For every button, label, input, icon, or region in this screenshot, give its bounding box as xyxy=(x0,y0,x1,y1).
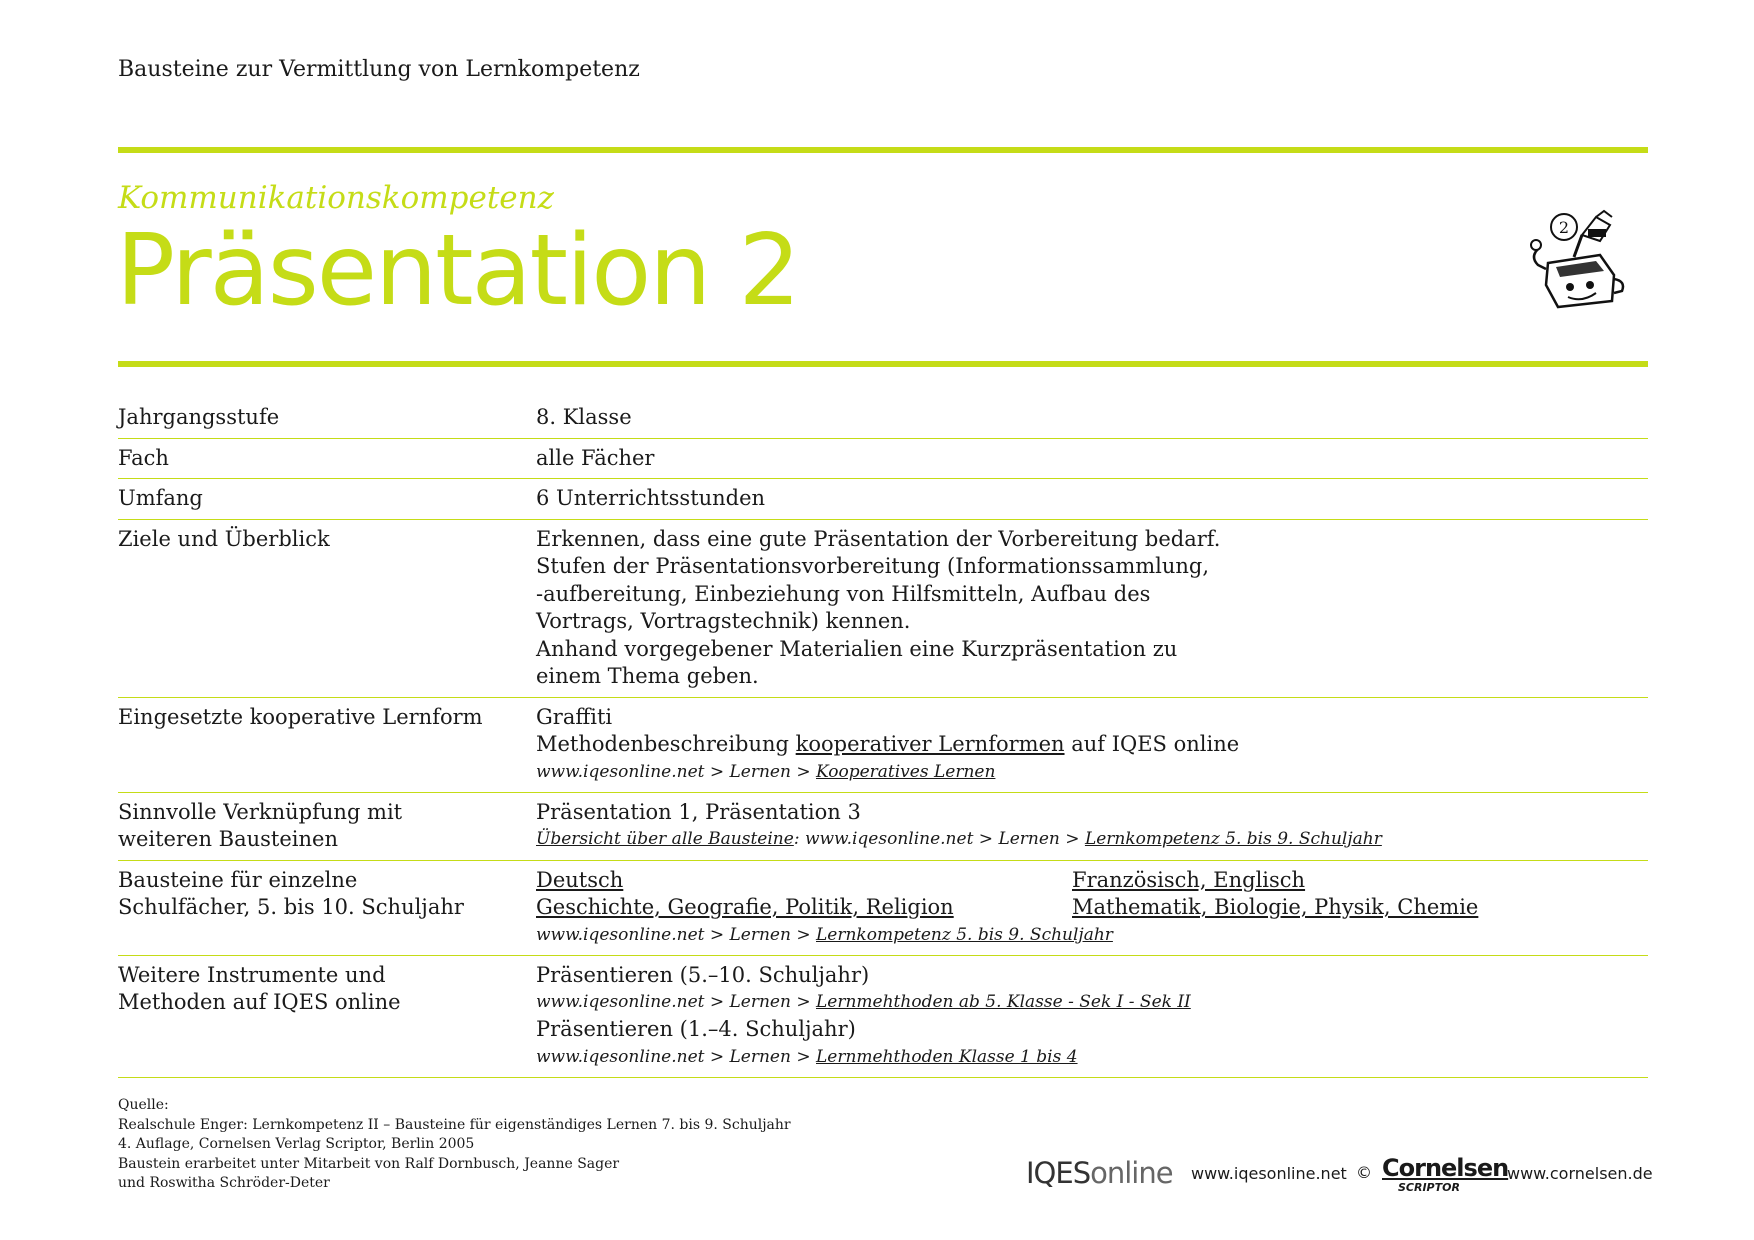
section-kicker: Kommunikationskompetenz xyxy=(118,180,554,216)
source-line: 4. Auflage, Cornelsen Verlag Scriptor, Berlin 2005 xyxy=(118,1136,475,1152)
verknuepfung-content xyxy=(536,799,1648,854)
table-row xyxy=(118,520,1648,698)
label-line: Methoden auf IQES online xyxy=(118,990,401,1014)
source-line: Quelle: xyxy=(118,1097,169,1113)
row-label xyxy=(118,867,536,949)
nav-path xyxy=(536,759,1648,786)
lernmethoden-sek-link[interactable]: Lernmehthoden ab 5. Klasse - Sek I - Sek II xyxy=(816,992,1191,1012)
source-line: und Roswitha Schröder-Deter xyxy=(118,1175,330,1191)
series-title: Bausteine zur Vermittlung von Lernkompetenz xyxy=(118,57,640,82)
path-text: : www.iqesonline.net > Lernen > xyxy=(793,829,1085,849)
schulfaecher-content xyxy=(536,867,1648,949)
page-title: Präsentation 2 xyxy=(116,214,799,328)
uebersicht-bausteine-link[interactable]: Übersicht über alle Bausteine xyxy=(536,829,794,849)
label-line: Schulfächer, 5. bis 10. Schuljahr xyxy=(118,895,464,919)
nav-path xyxy=(536,1044,1648,1071)
subject-col xyxy=(536,894,1072,922)
goals-text xyxy=(536,526,1648,691)
overhead-projector-mascot-icon xyxy=(1530,205,1630,315)
cornelsen-url[interactable]: www.cornelsen.de xyxy=(1507,1164,1653,1183)
source-line: Realschule Enger: Lernkompetenz II – Bausteine für eigenständiges Lernen 7. bis 9. Schuljahr xyxy=(118,1116,791,1133)
deutsch-link[interactable]: Deutsch xyxy=(536,867,624,892)
subject-col xyxy=(1072,867,1608,895)
source-note xyxy=(118,1096,791,1194)
copyright-icon: © xyxy=(1356,1163,1372,1182)
iqes-online-logo xyxy=(1026,1156,1173,1190)
row-label: Umfang xyxy=(118,486,203,510)
lernkompetenz-link[interactable]: Lernkompetenz 5. bis 9. Schuljahr xyxy=(1084,829,1382,849)
path-text: www.iqesonline.net > Lernen > xyxy=(536,924,816,945)
info-table xyxy=(118,398,1648,1078)
nav-path xyxy=(536,922,1648,949)
row-label: Fach xyxy=(118,445,169,470)
label-line: Sinnvolle Verknüpfung mit xyxy=(118,799,403,824)
row-label: Ziele und Überblick xyxy=(118,526,330,551)
label-line: Weitere Instrumente und xyxy=(118,962,386,987)
table-row xyxy=(118,479,1648,520)
path-text: www.iqesonline.net > Lernen > xyxy=(536,992,816,1012)
mathematik-link[interactable]: Mathematik, Biologie, Physik, Chemie xyxy=(1072,895,1479,919)
mascot-number: 2 xyxy=(1558,218,1570,237)
iqes-url[interactable]: www.iqesonline.net xyxy=(1191,1164,1347,1183)
text: Methodenbeschreibung xyxy=(536,732,796,756)
subject-links-row xyxy=(536,867,1648,895)
table-row xyxy=(118,956,1648,1078)
geschichte-link[interactable]: Geschichte, Geografie, Politik, Religion xyxy=(536,895,954,919)
table-row xyxy=(118,793,1648,861)
table-row xyxy=(118,861,1648,956)
logo-text: online xyxy=(1090,1156,1173,1190)
path-text: www.iqesonline.net > Lernen > xyxy=(536,761,816,782)
logo-text: IQES xyxy=(1026,1156,1091,1190)
lernform-content xyxy=(536,704,1648,786)
kooperatives-lernen-link[interactable]: Kooperatives Lernen xyxy=(816,761,996,782)
goal-line: -aufbereitung, Einbeziehung von Hilfsmitteln, Aufbau des xyxy=(536,581,1151,606)
subject-col xyxy=(536,867,1072,895)
table-row xyxy=(118,698,1648,793)
table-row xyxy=(118,398,1648,439)
lernform-description xyxy=(536,731,1648,759)
row-label: Eingesetzte kooperative Lernform xyxy=(118,704,483,729)
subject-links-row xyxy=(536,894,1648,922)
goal-line: Stufen der Präsentationsvorbereitung (Informationssammlung, xyxy=(536,554,1210,578)
row-label xyxy=(118,962,536,1071)
row-value: 6 Unterrichtsstunden xyxy=(536,486,766,510)
goal-line: Erkennen, dass eine gute Präsentation der Vorbereitung bedarf. xyxy=(536,526,1221,551)
label-line: Bausteine für einzelne xyxy=(118,867,358,892)
goal-line: Anhand vorgegebener Materialien eine Kurzpräsentation zu xyxy=(536,636,1178,661)
franzoesisch-englisch-link[interactable]: Französisch, Englisch xyxy=(1072,867,1306,892)
label-line: weiteren Bausteinen xyxy=(118,827,338,851)
instrument-title: Präsentieren (1.–4. Schuljahr) xyxy=(536,1017,856,1041)
row-label: Jahrgangsstufe xyxy=(118,405,280,429)
text: auf IQES online xyxy=(1064,732,1240,756)
instrumente-content xyxy=(536,962,1648,1071)
subject-col xyxy=(1072,894,1608,922)
goal-line: Vortrags, Vortragstechnik) kennen. xyxy=(536,609,911,633)
kooperative-lernformen-link[interactable]: kooperativer Lernformen xyxy=(795,732,1065,756)
path-text: www.iqesonline.net > Lernen > xyxy=(536,1046,816,1067)
source-line: Baustein erarbeitet unter Mitarbeit von Ralf Dornbusch, Jeanne Sager xyxy=(118,1155,620,1172)
cornelsen-logo: Cornelsen xyxy=(1382,1154,1509,1182)
header-bottom-rule xyxy=(118,361,1648,367)
scriptor-logo: SCRIPTOR xyxy=(1398,1181,1460,1194)
nav-path xyxy=(536,989,1648,1016)
lernmethoden-klasse-link[interactable]: Lernmehthoden Klasse 1 bis 4 xyxy=(816,1046,1078,1067)
row-value: 8. Klasse xyxy=(536,405,632,429)
related-modules: Präsentation 1, Präsentation 3 xyxy=(536,799,861,824)
table-row xyxy=(118,439,1648,480)
top-rule xyxy=(118,147,1648,153)
lernform-name: Graffiti xyxy=(536,704,613,729)
instrument-title: Präsentieren (5.–10. Schuljahr) xyxy=(536,962,870,987)
row-label xyxy=(118,799,536,854)
goal-line: einem Thema geben. xyxy=(536,664,759,688)
nav-path xyxy=(536,826,1648,853)
row-value: alle Fächer xyxy=(536,445,655,470)
lernkompetenz-link[interactable]: Lernkompetenz 5. bis 9. Schuljahr xyxy=(816,924,1113,945)
